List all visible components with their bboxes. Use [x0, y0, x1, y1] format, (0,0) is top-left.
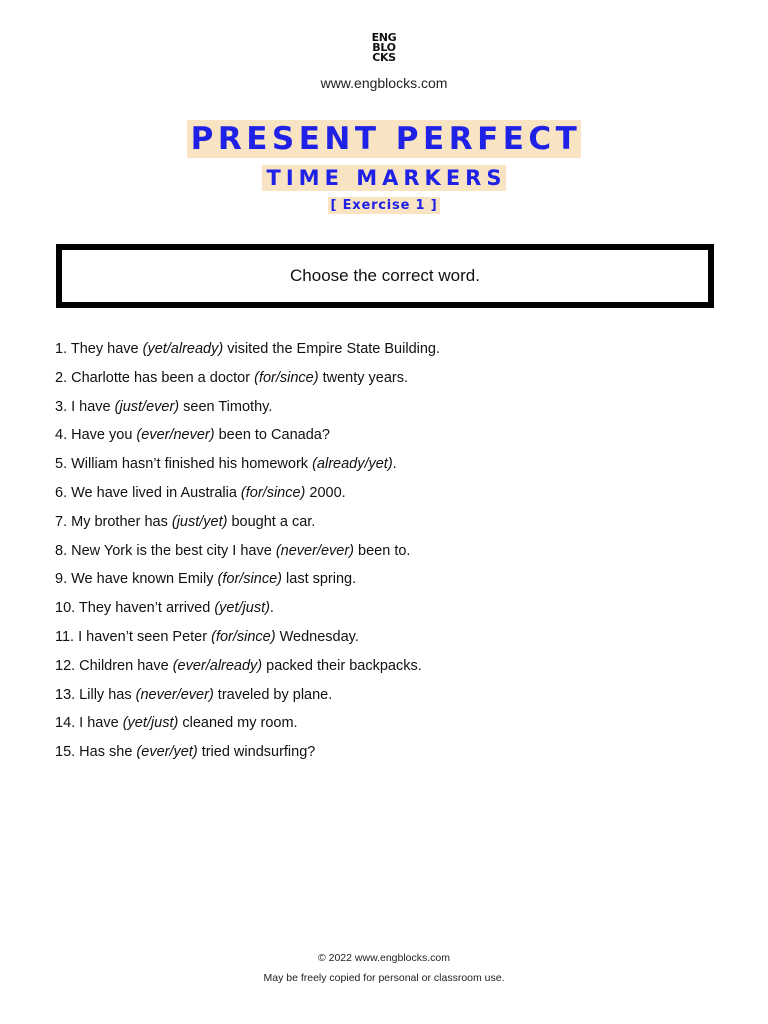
question-text-after: .	[269, 600, 274, 617]
question-text-before: 3. I have	[55, 398, 115, 415]
question-options: (ever/yet)	[136, 744, 198, 761]
exercise-label: [ Exercise 1 ]	[328, 197, 441, 214]
question-text-after: bought a car.	[227, 513, 316, 530]
footer-copyright: © 2022 www.engblocks.com	[317, 952, 451, 964]
question-item	[55, 395, 440, 424]
page-title: PRESENT PERFECT	[187, 120, 582, 158]
question-text-before: 11. I haven’t seen Peter	[55, 628, 212, 645]
question-text-before: 13. Lilly has	[55, 686, 136, 703]
exercise-row	[0, 196, 768, 214]
question-item	[55, 539, 440, 568]
question-text-before: 2. Charlotte has been a doctor	[55, 369, 255, 386]
site-url: www.engblocks.com	[320, 75, 448, 91]
question-text-after: tried windsurfing?	[197, 744, 316, 761]
logo-line-1: ENG	[371, 31, 397, 44]
question-options: (yet/just)	[122, 715, 179, 732]
question-text-before: 5. William hasn’t finished his homework	[55, 456, 313, 473]
subtitle-row	[0, 165, 768, 191]
question-options: (just/yet)	[171, 513, 228, 530]
footer-note: May be freely copied for personal or classroom use.	[263, 972, 505, 984]
question-item	[55, 481, 440, 510]
logo-line-2: BLO	[372, 41, 396, 54]
question-item	[55, 596, 440, 625]
question-list	[55, 337, 440, 769]
question-text-before: 7. My brother has	[55, 513, 172, 530]
question-item	[55, 740, 440, 769]
question-options: (just/ever)	[114, 398, 180, 415]
question-options: (never/ever)	[135, 686, 214, 703]
question-options: (for/since)	[240, 484, 306, 501]
question-options: (for/since)	[254, 369, 319, 386]
question-text-after: cleaned my room.	[178, 715, 298, 732]
question-item	[55, 567, 440, 596]
question-item	[55, 654, 440, 683]
question-item	[55, 625, 440, 654]
question-text-before: 4. Have you	[55, 427, 137, 444]
question-options: (yet/just)	[214, 600, 270, 617]
question-text-after: 2000.	[305, 484, 346, 501]
question-item	[55, 366, 440, 395]
instruction-box	[56, 244, 714, 308]
question-text-before: 6. We have lived in Australia	[55, 484, 241, 501]
question-text-after: twenty years.	[318, 369, 409, 386]
question-text-after: visited the Empire State Building.	[223, 341, 441, 357]
question-text-after: been to.	[354, 542, 411, 559]
question-options: (already/yet)	[312, 456, 393, 473]
instruction-text: Choose the correct word.	[290, 266, 480, 285]
question-options: (ever/already)	[172, 657, 263, 674]
question-options: (never/ever)	[275, 542, 355, 559]
question-options: (ever/never)	[136, 427, 215, 444]
question-text-after: seen Timothy.	[179, 398, 273, 415]
logo-line-3: CKS	[372, 51, 396, 64]
question-text-before: 15. Has she	[55, 744, 137, 761]
question-options: (yet/already)	[142, 341, 224, 357]
question-text-after: last spring.	[282, 571, 357, 588]
question-text-after: packed their backpacks.	[262, 657, 422, 674]
title-row	[0, 120, 768, 158]
question-item	[55, 711, 440, 740]
question-item	[55, 337, 440, 366]
question-text-before: 1. They have	[55, 341, 143, 357]
question-text-before: 8. New York is the best city I have	[55, 542, 276, 559]
question-item	[55, 683, 440, 712]
engblocks-logo	[367, 33, 401, 63]
question-item	[55, 452, 440, 481]
page-subtitle: TIME MARKERS	[262, 165, 507, 191]
question-text-after: .	[392, 456, 397, 473]
question-text-after: traveled by plane.	[213, 686, 333, 703]
question-text-after: Wednesday.	[275, 628, 359, 645]
question-item	[55, 510, 440, 539]
question-text-before: 9. We have known Emily	[55, 571, 218, 588]
question-options: (for/since)	[217, 571, 282, 588]
question-text-after: been to Canada?	[214, 427, 330, 444]
question-text-before: 14. I have	[55, 715, 123, 732]
question-text-before: 12. Children have	[55, 657, 173, 674]
question-text-before: 10. They haven’t arrived	[55, 600, 215, 617]
question-item	[55, 423, 440, 452]
question-options: (for/since)	[211, 628, 276, 645]
